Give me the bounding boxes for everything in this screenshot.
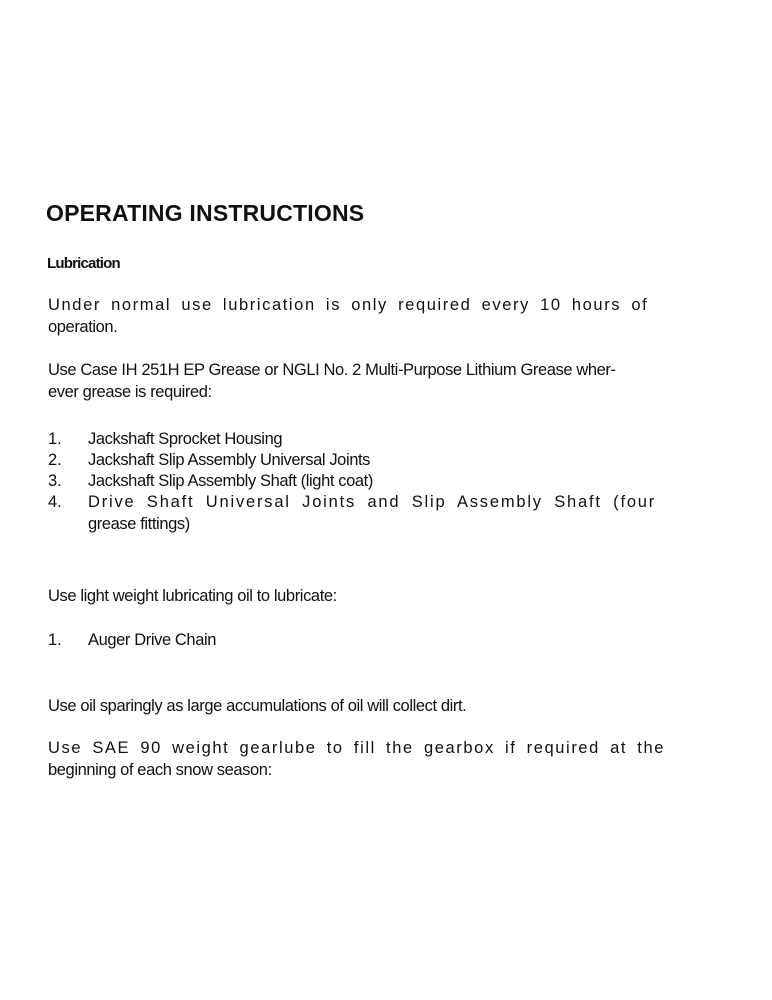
- paragraph-grease-cont: ever grease is required:: [48, 383, 212, 401]
- paragraph-oil: Use light weight lubricating oil to lubricate:: [48, 587, 337, 605]
- page-title: OPERATING INSTRUCTIONS: [46, 200, 365, 226]
- list-item: 1. Jackshaft Sprocket Housing: [48, 430, 283, 448]
- list-item-cont: grease fittings): [88, 515, 190, 533]
- list-item: 3. Jackshaft Slip Assembly Shaft (light coat): [48, 472, 373, 490]
- section-heading: Lubrication: [47, 255, 120, 272]
- paragraph-interval-cont: operation.: [48, 318, 118, 336]
- paragraph-oil-caution: Use oil sparingly as large accumulations of oil will collect dirt.: [48, 697, 467, 715]
- paragraph-interval: Under normal use lubrication is only required every 10 hours of: [48, 296, 649, 314]
- list-item: 2. Jackshaft Slip Assembly Universal Joints: [48, 451, 371, 469]
- list-item: 1. Auger Drive Chain: [48, 631, 217, 649]
- list-item: 4. Drive Shaft Universal Joints and Slip Assembly Shaft (four: [48, 493, 657, 511]
- paragraph-gearlube-cont: beginning of each snow season:: [48, 761, 272, 779]
- paragraph-grease: Use Case IH 251H EP Grease or NGLI No. 2 Multi-Purpose Lithium Grease wher-: [48, 361, 616, 379]
- paragraph-gearlube: Use SAE 90 weight gearlube to fill the gearbox if required at the: [48, 739, 666, 757]
